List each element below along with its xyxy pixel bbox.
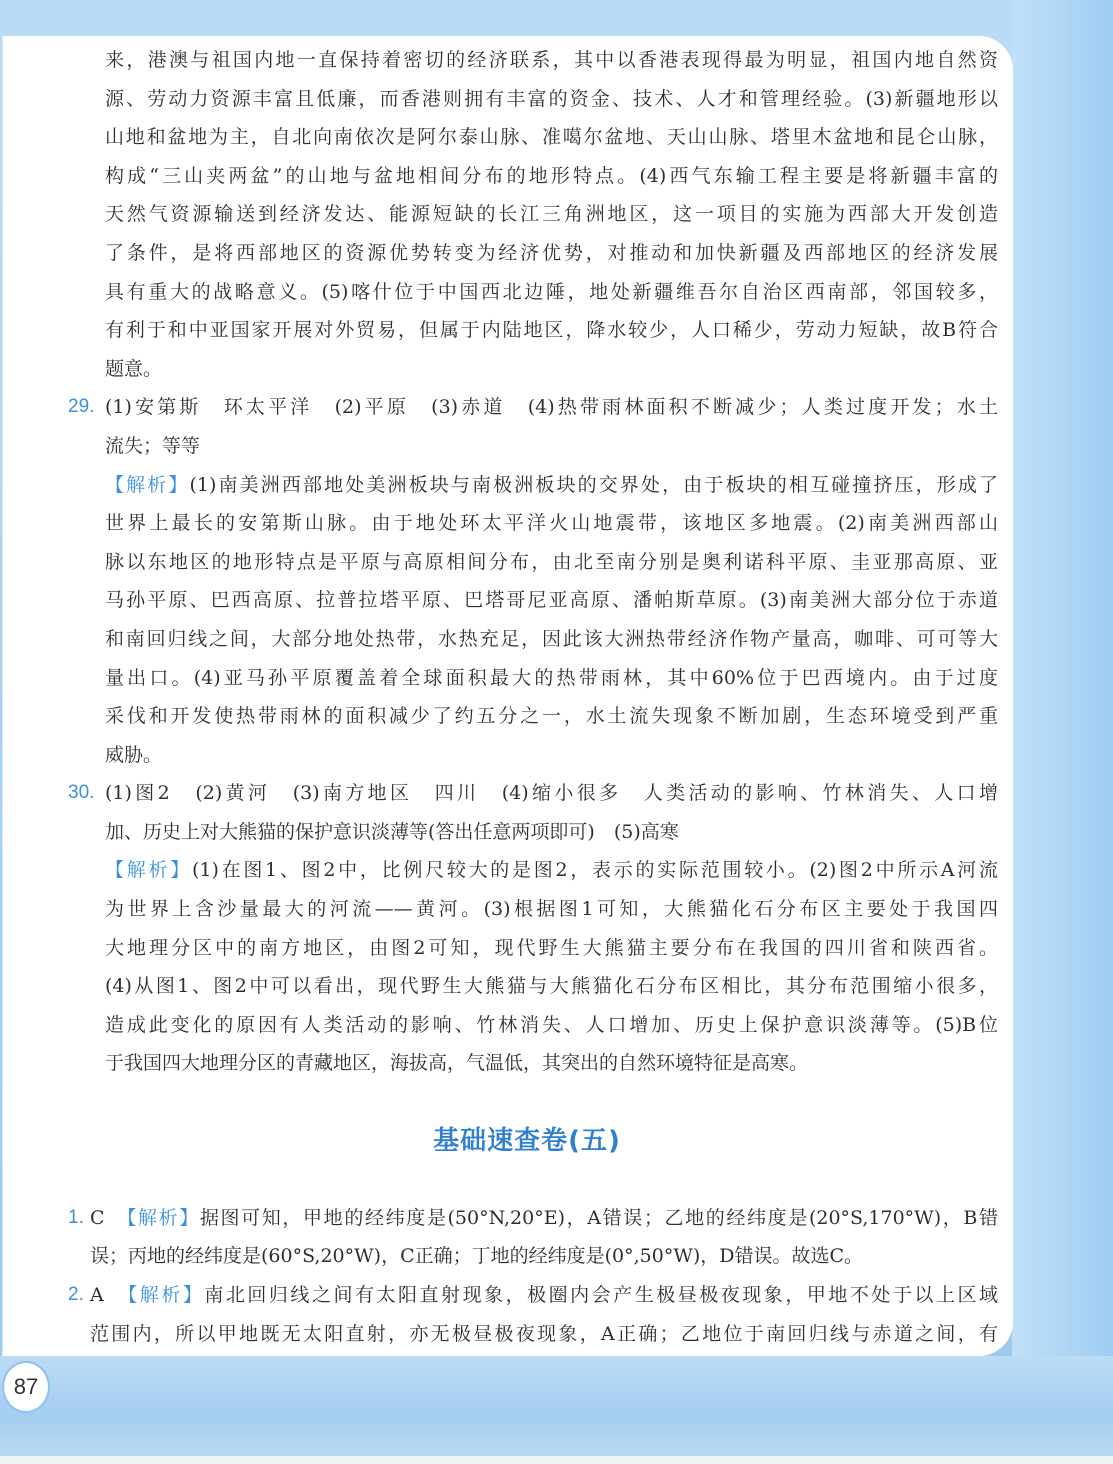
analysis-tag: 【解析】 — [126, 1206, 200, 1229]
answer-line: 流失；等等 — [105, 434, 201, 457]
page-number: 87 — [2, 1361, 50, 1413]
question-29 — [0, 388, 1113, 774]
question-number: 29. — [68, 396, 95, 418]
analysis-line: 大地理分区中的南方地区，由图2可知，现代野生大熊猫主要分布在我国的四川省和陕西省。 — [105, 936, 998, 959]
text-line: 了条件，是将西部地区的资源优势转变为经济优势，对推动和加快新疆及西部地区的经济发展 — [105, 241, 998, 264]
analysis-line: 于我国四大地理分区的青藏地区，海拔高，气温低，其突出的自然环境特征是高寒。 — [105, 1052, 809, 1075]
analysis-line: 【解析】(1)南美洲西部地处美洲板块与南极洲板块的交界处，由于板块的相互碰撞挤压，形成了 — [105, 473, 998, 496]
text-line: 题意。 — [105, 357, 163, 380]
answer-line: C 【解析】据图可知，甲地的经纬度是(50°N,20°E)，A错误；乙地的经纬度是(20°S,170°W)，B错 — [90, 1206, 998, 1229]
analysis-tag: 【解析】 — [105, 473, 190, 496]
analysis-line: 造成此变化的原因有人类活动的影响、竹林消失、人口增加、历史上保护意识淡薄等。(5)B位 — [105, 1013, 998, 1036]
previous-answer-continuation — [0, 41, 1113, 388]
analysis-tag: 【解析】 — [105, 859, 192, 882]
analysis-line: (4)从图1、图2中可以看出，现代野生大熊猫与大熊猫化石分布区相比，其分布范围缩小很多， — [105, 975, 998, 998]
text-line: 山地和盆地为主，自北向南依次是阿尔泰山脉、准噶尔盆地、天山山脉、塔里木盆地和昆仑山脉， — [105, 126, 998, 149]
answer-line: (1)图2 (2)黄河 (3)南方地区 四川 (4)缩小很多 人类活动的影响、竹林消失、人口增 — [105, 782, 998, 805]
analysis-line: 马孙平原、巴西高原、拉普拉塔平原、巴塔哥尼亚高原、潘帕斯草原。(3)南美洲大部分位于赤道 — [105, 589, 998, 612]
section5-question-1 — [0, 1199, 1113, 1276]
answer-content — [0, 41, 1113, 1353]
text-line: 源、劳动力资源丰富且低廉，而香港则拥有丰富的资金、技术、人才和管理经验。(3)新疆地形以 — [105, 87, 998, 110]
page-edge — [0, 1456, 1113, 1464]
analysis-line: 世界上最长的安第斯山脉。由于地处环太平洋火山地震带，该地区多地震。(2)南美洲西部山 — [105, 512, 998, 535]
analysis-line: 脉以东地区的地形特点是平原与高原相间分布，由北至南分别是奥利诺科平原、圭亚那高原、亚 — [105, 550, 998, 573]
answer-line: (1)安第斯 环太平洋 (2)平原 (3)赤道 (4)热带雨林面积不断减少；人类过度开发；水土 — [105, 396, 998, 419]
analysis-line: 误；丙地的经纬度是(60°S,20°W)，C正确；丁地的经纬度是(0°,50°W)，D错误。故选C。 — [90, 1245, 864, 1268]
analysis-line: 和南回归线之间，大部分地处热带，水热充足，因此该大洲热带经济作物产量高，咖啡、可可等大 — [105, 627, 998, 650]
question-30 — [0, 774, 1113, 1083]
text-line: 天然气资源输送到经济发达、能源短缺的长江三角洲地区，这一项目的实施为西部大开发创造 — [105, 203, 998, 226]
question-number: 30. — [68, 782, 95, 804]
analysis-line: 为世界上含沙量最大的河流——黄河。(3)根据图1可知，大熊猫化石分布区主要处于我国四 — [105, 898, 998, 921]
answer-line: A 【解析】南北回归线之间有太阳直射现象，极圈内会产生极昼极夜现象，甲地不处于以上区域 — [90, 1284, 998, 1307]
analysis-tag: 【解析】 — [127, 1284, 205, 1307]
analysis-line: 采伐和开发使热带雨林的面积减少了约五分之一，水土流失现象不断加剧，生态环境受到严重 — [105, 705, 998, 728]
question-number: 2. — [68, 1284, 84, 1306]
section-header — [0, 1083, 1113, 1199]
analysis-line: 【解析】(1)在图1、图2中，比例尺较大的是图2，表示的实际范围较小。(2)图2中所示A河流 — [105, 859, 998, 882]
answer-choice: C — [90, 1206, 105, 1229]
section5-question-2 — [0, 1276, 1113, 1353]
text-line: 构成“三山夹两盆”的山地与盆地相间分布的地形特点。(4)西气东输工程主要是将新疆丰富的 — [105, 164, 998, 187]
answer-line: 加、历史上对大熊猫的保护意识淡薄等(答出任意两项即可) (5)高寒 — [105, 820, 679, 843]
analysis-line: 量出口。(4)亚马孙平原覆盖着全球面积最大的热带雨林，其中60%位于巴西境内。由于过度 — [105, 666, 998, 689]
text-line: 具有重大的战略意义。(5)喀什位于中国西北边陲，地处新疆维吾尔自治区西南部，邻国较多， — [105, 280, 998, 303]
section-title: 基础速查卷(五) — [433, 1125, 621, 1156]
analysis-line: 范围内，所以甲地既无太阳直射，亦无极昼极夜现象，A正确；乙地位于南回归线与赤道之间，有 — [90, 1322, 998, 1345]
text-line: 来，港澳与祖国内地一直保持着密切的经济联系，其中以香港表现得最为明显，祖国内地自然资 — [105, 49, 998, 71]
text-line: 有利于和中亚国家开展对外贸易，但属于内陆地区，降水较少，人口稀少，劳动力短缺，故B符合 — [105, 319, 998, 342]
page-footer-band — [0, 1356, 1113, 1456]
analysis-line: 威胁。 — [105, 743, 163, 766]
answer-choice: A — [90, 1284, 104, 1307]
question-number: 1. — [68, 1206, 84, 1228]
